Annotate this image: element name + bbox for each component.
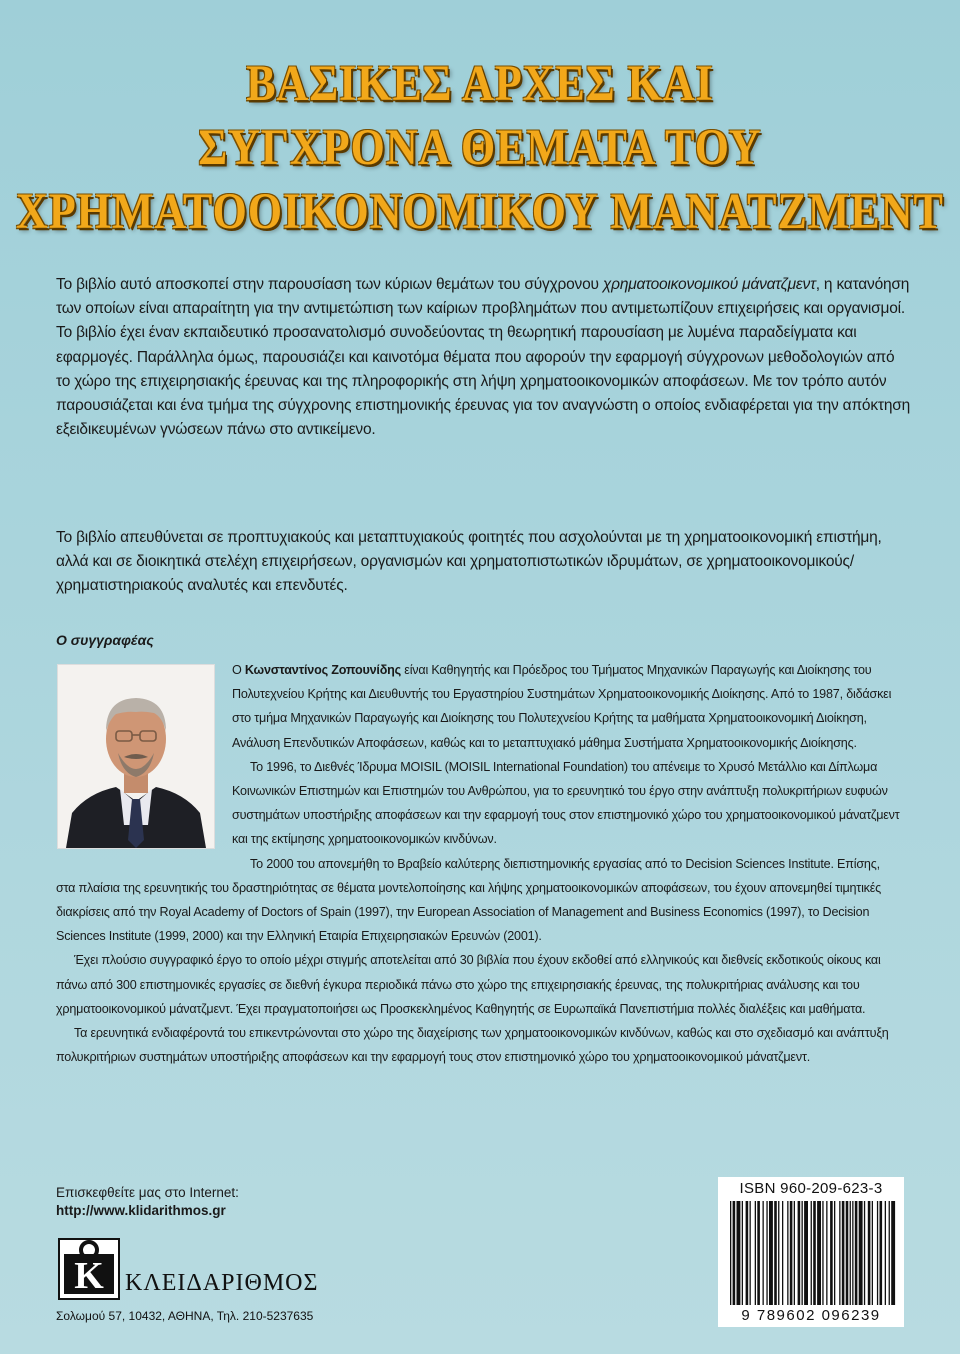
website-block: [56, 1184, 239, 1220]
intro-paragraph-1: [56, 273, 912, 442]
intro-emphasis: χρηματοοικονομικού μάνατζμεντ: [602, 276, 816, 293]
intro-text-b: , η κατανόηση των οποίων είναι απαραίτητη για την αντιμετώπιση των καίριων προβλημάτων που αντιμετωπίζουν επιχειρήσεις και οργανισμοί. Το βιβλίο έχει έναν εκπαιδευτικό προσανατολισμό συνοδεύοντας τη θεωρητική παρουσίαση με λυμένα παραδείγματα και εφαρμογές. Παράλληλα όμως, παρουσιάζει και καινοτόμα θέματα που αφορούν την εφαρμογή σύγχρονων μεθοδολογιών από το χώρο της επιχειρησιακής έρευνας και της πληροφορικής στη λήψη χρηματοοικονομικών αποφάσεων. Με τον τρόπο αυτόν παρουσιάζεται και ένα τμήμα της σύγχρονης επιστημονικής έρευνας για τον αναγνώστη ο οποίος ενδιαφέρεται για την απόκτηση εξειδικευμένων γνώσεων πάνω στο αντικείμενο.: [56, 276, 911, 439]
isbn-label: ISBN 960-209-623-3: [739, 1180, 883, 1197]
logo-letter: K: [74, 1255, 104, 1297]
intro-paragraph-2: Το βιβλίο απευθύνεται σε προπτυχιακούς και μεταπτυχιακούς φοιτητές που ασχολούνται με τη χρηματοοικονομική επιστήμη, αλλά και σε διοικητικά στελέχη επιχειρήσεων, οργανισμών και χρηματοπιστωτικών ιδρυμάτων, σε χρηματοοικονομικούς/χρηματιστηριακούς αναλυτές και επενδυτές.: [56, 529, 882, 595]
author-biography: [56, 658, 902, 1069]
book-title-line-2: ΣΥΓΧΡΟΝΑ ΘΕΜΑΤΑ ΤΟΥ: [198, 119, 762, 176]
bio-paragraph-3: Το 2000 του απονεμήθη το Βραβείο καλύτερης διεπιστημονικής εργασίας από το Decision Sciences Institute. Επίσης, στα πλαίσια της ερευνητικής του δραστηριότητας σε θέματα μοντελοποίησης και λήψης χρηματοοικονομικών αποφάσεων, του έχουν απονεμηθεί τιμητικές διακρίσεις από την Royal Academy of Doctors of Spain (1997), την European Association of Management and Business Economics (1997), το Decision Sciences Institute (1999, 2000) και την Ελληνική Εταιρία Επιχειρησιακών Ερευνών (2001).: [56, 856, 882, 944]
bio-paragraph-2: Το 1996, το Διεθνές Ίδρυμα MOISIL (MOISIL International Foundation) του απένειμε το Χρυσό Μετάλλιο και Δίπλωμα Κοινωνικών Επιστημών και Επιστημών του Ανθρώπου, για το ερευνητικό του έργο στην ανάπτυξη πολυκριτήριων ευφυών συστημάτων υποστήριξης αποφάσεων και την εφαρμογή τους στον επιστημονικό χώρο του χρηματοοικονομικού μάνατζμεντ και της εκτίμησης χρηματοοικονομικών κινδύνων.: [232, 759, 900, 847]
bio-paragraph-5: Τα ερευνητικά ενδιαφέροντά του επικεντρώνονται στο χώρο της διαχείρισης των χρηματοοικονομικών κινδύνων, καθώς και στο σχεδιασμό και ανάπτυξη πολυκριτήριων συστημάτων υποστήριξης αποφάσεων και την εφαρμογή τους στον επιστημονικό χώρο του χρηματοοικονομικού μάνατζμεντ.: [56, 1026, 889, 1065]
publisher-address: Σολωμού 57, 10432, ΑΘΗΝΑ, Τηλ. 210-5237635: [56, 1309, 314, 1323]
key-logo-icon: [60, 1240, 118, 1298]
website-link[interactable]: http://www.klidarithmos.gr: [56, 1203, 226, 1218]
bio-text-prefix: Ο: [232, 663, 245, 677]
photo-spacer: [56, 658, 232, 854]
book-title-line-3: ΧΡΗΜΑΤΟΟΙΚΟΝΟΜΙΚΟΥ ΜΑΝΑΤΖΜΕΝΤ: [16, 183, 944, 240]
bio-text-rest: είναι Καθηγητής και Πρόεδρος του Τμήματος Μηχανικών Παραγωγής και Διοίκησης του Πολυτεχνείου Κρήτης και Διευθυντής του Εργαστηρίου Συστημάτων Χρηματοοικονομικής Διοίκησης. Από το 1987, διδάσκει στο τμήμα Μηχανικών Παραγωγής και Διοίκησης του Πολυτεχνείου Κρήτης τα μαθήματα Χρηματοοικονομική Διοίκηση, Ανάλυση Επενδυτικών Αποφάσεων, καθώς και το μεταπτυχιακό μάθημα Συστήματα Χρηματοοικονομικής Διοίκησης.: [232, 663, 892, 750]
isbn-digits: 9 789602 096239: [741, 1307, 881, 1324]
barcode-icon: [718, 1177, 904, 1327]
visit-label: Επισκεφθείτε μας στο Internet:: [56, 1185, 239, 1200]
publisher-name: ΚΛΕΙΔΑΡΙΘΜΟΣ: [125, 1270, 319, 1296]
barcode-block: [718, 1177, 904, 1327]
author-heading: Ο συγγραφέας: [56, 632, 154, 648]
publisher-logo: [58, 1238, 120, 1300]
author-name: Κωνσταντίνος Ζοπουνίδης: [244, 663, 401, 677]
bio-paragraph-4: Έχει πλούσιο συγγραφικό έργο το οποίο μέχρι στιγμής αποτελείται από 30 βιβλία που έχουν εκδοθεί από ελληνικούς και διεθνείς εκδοτικούς οίκους και πάνω από 300 επιστημονικές εργασίες σε διεθνή έγκυρα περιοδικά πάνω στο χώρο της επιχειρησιακής έρευνας, της πολυκριτήριας ανάλυσης και του χρηματοοικονομικού μάνατζμεντ. Έχει πραγματοποιήσει ως Προσκεκλημένος Καθηγητής σε Ευρωπαϊκά Πανεπιστήμια πολλές διαλέξεις και μαθήματα.: [56, 953, 881, 1016]
intro-text-a: Το βιβλίο αυτό αποσκοπεί στην παρουσίαση των κύριων θεμάτων του σύγχρονου: [56, 276, 603, 293]
book-title-line-1: ΒΑΣΙΚΕΣ ΑΡΧΕΣ ΚΑΙ: [246, 55, 714, 112]
